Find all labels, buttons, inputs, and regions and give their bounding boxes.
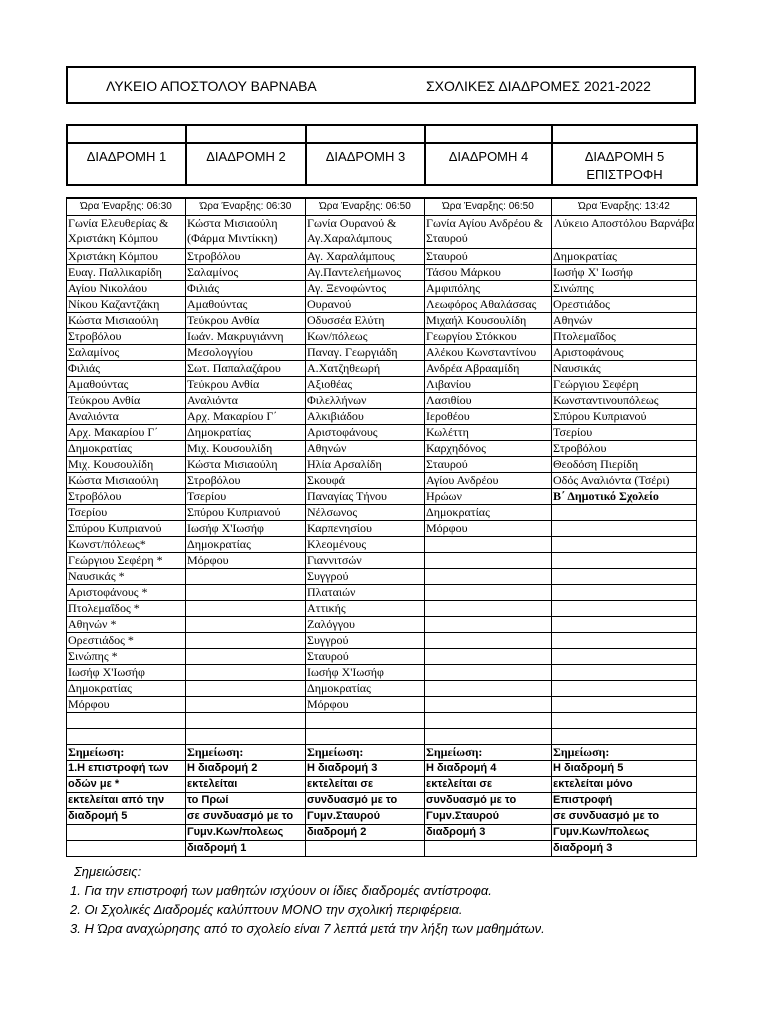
stop-row	[67, 617, 697, 633]
stop-row	[67, 457, 697, 473]
note-header: Σημείωση:	[425, 745, 552, 761]
stop-cell: Σαλαμίνος	[186, 265, 306, 281]
stop-cell	[186, 697, 306, 713]
stop-cell: Ευαγ. Παλλικαρίδη	[67, 265, 186, 281]
stop-cell	[186, 729, 306, 745]
note-cell: Η διαδρομή 5	[552, 761, 697, 777]
stop-cell: Αγ. Ξενοφώντος	[306, 281, 425, 297]
stop-cell: Σταυρού	[425, 249, 552, 265]
stop-cell	[425, 681, 552, 697]
stop-row	[67, 313, 697, 329]
stop-cell: Δημοκρατίας	[67, 441, 186, 457]
note-cell: συνδυασμό με το	[425, 793, 552, 809]
stop-cell	[425, 553, 552, 569]
stop-row	[67, 649, 697, 665]
stop-row	[67, 441, 697, 457]
note-cell: Γυμν.Σταυρού	[306, 809, 425, 825]
stop-cell: Φιλιάς	[186, 281, 306, 297]
stop-cell	[186, 617, 306, 633]
stop-cell: Ιεροθέου	[425, 409, 552, 425]
stop-cell: Β΄ Δημοτικό Σχολείο	[552, 489, 697, 505]
notes-title: Σημειώσεις:	[74, 864, 142, 879]
note-cell: εκτελείται από την	[67, 793, 186, 809]
stop-cell	[552, 697, 697, 713]
stop-cell	[425, 649, 552, 665]
note-cell: Γυμν.Κων/πολεως	[552, 825, 697, 841]
stop-cell: Αρχ. Μακαρίου Γ΄	[186, 409, 306, 425]
stop-cell	[67, 713, 186, 729]
stop-cell	[552, 601, 697, 617]
stop-row	[67, 409, 697, 425]
stop-cell: Αθηνών	[552, 313, 697, 329]
stop-cell: Πλαταιών	[306, 585, 425, 601]
stop-cell	[186, 649, 306, 665]
stop-cell: Γιαννιτσών	[306, 553, 425, 569]
note-item: 3. Η Ώρα αναχώρησης από το σχολείο είναι 7 λεπτά μετά την λήξη των μαθημάτων.	[70, 921, 545, 936]
note-cell: σε συνδυασμό με το	[186, 809, 306, 825]
start-time-row	[67, 198, 697, 216]
note-row	[67, 761, 697, 777]
stop-cell: Αξιοθέας	[306, 377, 425, 393]
note-row	[67, 793, 697, 809]
note-cell: Γυμν.Σταυρού	[425, 809, 552, 825]
stop-cell: Κώστα Μισιαούλη	[67, 473, 186, 489]
stop-cell	[552, 585, 697, 601]
stop-cell	[425, 569, 552, 585]
stop-cell	[425, 665, 552, 681]
stop-cell: Αθηνών *	[67, 617, 186, 633]
note-cell: Η διαδρομή 2	[186, 761, 306, 777]
stop-row	[67, 425, 697, 441]
stop-cell: Μόρφου	[67, 697, 186, 713]
stop-row	[67, 249, 697, 265]
stop-cell	[552, 633, 697, 649]
stop-cell: Καρπενησίου	[306, 521, 425, 537]
start-time: Ώρα Έναρξης: 06:30	[186, 198, 306, 216]
note-cell: εκτελείται μόνο	[552, 777, 697, 793]
stop-cell: Αναλιόντα	[186, 393, 306, 409]
stop-cell	[552, 537, 697, 553]
route-label-row	[67, 143, 697, 185]
notes-section	[70, 862, 545, 938]
stop-cell	[306, 729, 425, 745]
first-stop: Λύκειο Αποστόλου Βαρνάβα	[552, 216, 697, 249]
first-stop: Γωνία Ελευθερίας & Χριστάκη Κόμπου	[67, 216, 186, 249]
stop-cell: Δημοκρατίας	[186, 425, 306, 441]
stop-cell: Κλεομένους	[306, 537, 425, 553]
stop-cell: Λιβανίου	[425, 377, 552, 393]
stop-cell: Μόρφου	[425, 521, 552, 537]
stop-cell	[552, 569, 697, 585]
stop-row	[67, 665, 697, 681]
stop-cell: Στροβόλου	[552, 441, 697, 457]
stop-cell: Συγγρού	[306, 633, 425, 649]
note-header: Σημείωση:	[67, 745, 186, 761]
stop-row	[67, 681, 697, 697]
note-cell: συνδυασμό με το	[306, 793, 425, 809]
start-time: Ώρα Έναρξης: 06:50	[306, 198, 425, 216]
stop-cell: Τσερίου	[186, 489, 306, 505]
route-5-sublabel: ΕΠΙΣΤΡΟΦΗ	[586, 167, 663, 182]
stop-cell: Α.Χατζηθεωρή	[306, 361, 425, 377]
note-cell: διαδρομή 3	[425, 825, 552, 841]
stop-cell: Χριστάκη Κόμπου	[67, 249, 186, 265]
stop-cell: Αρχ. Μακαρίου Γ΄	[67, 425, 186, 441]
stop-cell: Κωνστ/πόλεως*	[67, 537, 186, 553]
stop-row	[67, 345, 697, 361]
first-stop-row	[67, 216, 697, 249]
route-label: ΔΙΑΔΡΟΜΗ 1	[67, 143, 186, 185]
stop-cell: Τεύκρου Ανθία	[67, 393, 186, 409]
stop-cell: Αγίου Ανδρέου	[425, 473, 552, 489]
note-header-row	[67, 745, 697, 761]
stop-cell	[186, 665, 306, 681]
stop-cell: Αριστοφάνους *	[67, 585, 186, 601]
stop-cell: Αριστοφάνους	[552, 345, 697, 361]
stop-cell	[67, 729, 186, 745]
stop-cell: Φιλιάς	[67, 361, 186, 377]
stop-cell: Ζαλόγγου	[306, 617, 425, 633]
stop-cell	[425, 585, 552, 601]
title-box	[66, 66, 696, 104]
first-stop: Γωνία Αγίου Ανδρέου & Σταυρού	[425, 216, 552, 249]
note-cell: εκτελείται σε	[306, 777, 425, 793]
stop-cell: Συγγρού	[306, 569, 425, 585]
route-label: ΔΙΑΔΡΟΜΗ 4	[425, 143, 552, 185]
note-item: 1. Για την επιστροφή των μαθητών ισχύουν οι ίδιες διαδρομές αντίστροφα.	[70, 883, 492, 898]
stop-cell: Τάσου Μάρκου	[425, 265, 552, 281]
stop-cell: Αγίου Νικολάου	[67, 281, 186, 297]
stop-cell: Αγ.Παντελεήμωνος	[306, 265, 425, 281]
stop-cell: Πτολεμαΐδος *	[67, 601, 186, 617]
stop-cell: Ιωάν. Μακρυγιάννη	[186, 329, 306, 345]
stop-row	[67, 473, 697, 489]
note-row	[67, 841, 697, 857]
note-cell: εκτελείται σε	[425, 777, 552, 793]
note-cell: διαδρομή 1	[186, 841, 306, 857]
note-cell: διαδρομή 2	[306, 825, 425, 841]
stop-cell: Τεύκρου Ανθία	[186, 313, 306, 329]
stop-cell: Σαλαμίνος	[67, 345, 186, 361]
note-row	[67, 777, 697, 793]
note-header: Σημείωση:	[186, 745, 306, 761]
stop-cell	[552, 505, 697, 521]
stop-cell: Ανδρέα Αβρααμίδη	[425, 361, 552, 377]
stop-row	[67, 521, 697, 537]
stop-cell: Γεωργίου Στόκκου	[425, 329, 552, 345]
stop-cell: Ουρανού	[306, 297, 425, 313]
stop-cell	[552, 521, 697, 537]
stop-cell	[425, 713, 552, 729]
stop-cell: Αλέκου Κωνσταντίνου	[425, 345, 552, 361]
stop-cell: Ιωσήφ Χ'Ιωσήφ	[306, 665, 425, 681]
stop-cell: Μεσολογγίου	[186, 345, 306, 361]
note-cell	[425, 841, 552, 857]
stop-cell: Νίκου Καζαντζάκη	[67, 297, 186, 313]
stop-cell	[186, 633, 306, 649]
route-label: ΔΙΑΔΡΟΜΗ 2	[186, 143, 306, 185]
stop-row	[67, 329, 697, 345]
start-time: Ώρα Έναρξης: 13:42	[552, 198, 697, 216]
stop-cell: Νέλσωνος	[306, 505, 425, 521]
stop-cell: Κωνσταντινουπόλεως	[552, 393, 697, 409]
stop-cell: Γεώργιου Σεφέρη	[552, 377, 697, 393]
stop-cell: Αναλιόντα	[67, 409, 186, 425]
stop-row	[67, 265, 697, 281]
stop-cell: Ναυσικάς	[552, 361, 697, 377]
stop-cell: Αττικής	[306, 601, 425, 617]
stop-cell: Φιλελλήνων	[306, 393, 425, 409]
stop-cell: Σταυρού	[425, 457, 552, 473]
note-row	[67, 825, 697, 841]
stop-row	[67, 569, 697, 585]
stop-cell: Στροβόλου	[67, 329, 186, 345]
stop-cell: Ηρώων	[425, 489, 552, 505]
note-cell: διαδρομή 3	[552, 841, 697, 857]
stop-cell: Ιωσήφ Χ' Ιωσήφ	[552, 265, 697, 281]
note-cell: το Πρωί	[186, 793, 306, 809]
stop-cell: Μόρφου	[306, 697, 425, 713]
routes-table	[66, 197, 697, 857]
document-title: ΣΧΟΛΙΚΕΣ ΔΙΑΔΡΟΜΕΣ 2021-2022	[426, 78, 651, 94]
stop-cell: Οδός Αναλιόντα (Τσέρι)	[552, 473, 697, 489]
stop-cell: Τεύκρου Ανθία	[186, 377, 306, 393]
note-cell: Επιστροφή	[552, 793, 697, 809]
stop-cell: Ορεστιάδος *	[67, 633, 186, 649]
stop-cell: Αριστοφάνους	[306, 425, 425, 441]
note-cell: Η διαδρομή 3	[306, 761, 425, 777]
header-spacer-row	[67, 125, 697, 143]
stop-cell	[425, 697, 552, 713]
stop-cell	[425, 537, 552, 553]
start-time: Ώρα Έναρξης: 06:30	[67, 198, 186, 216]
stop-cell: Σινώπης *	[67, 649, 186, 665]
note-item: 2. Οι Σχολικές Διαδρομές καλύπτουν ΜΟΝΟ την σχολική περιφέρεια.	[70, 902, 463, 917]
stop-cell: Λασιθίου	[425, 393, 552, 409]
stop-cell: Σκουφά	[306, 473, 425, 489]
stop-cell: Παναγίας Τήνου	[306, 489, 425, 505]
note-header: Σημείωση:	[306, 745, 425, 761]
stop-cell	[552, 649, 697, 665]
stop-cell: Ιωσήφ Χ'Ιωσήφ	[67, 665, 186, 681]
stop-cell: Ορεστιάδος	[552, 297, 697, 313]
stop-cell: Κώστα Μισιαούλη	[186, 457, 306, 473]
stop-cell	[552, 729, 697, 745]
route-header-table	[66, 124, 698, 186]
start-time: Ώρα Έναρξης: 06:50	[425, 198, 552, 216]
stop-cell: Αμαθούντας	[67, 377, 186, 393]
stop-cell	[552, 553, 697, 569]
stop-cell	[186, 601, 306, 617]
note-cell	[67, 841, 186, 857]
stop-cell	[186, 681, 306, 697]
stop-cell	[306, 713, 425, 729]
stop-cell: Καρχηδόνος	[425, 441, 552, 457]
first-stop: Γωνία Ουρανού & Αγ.Χαραλάμπους	[306, 216, 425, 249]
stop-row	[67, 633, 697, 649]
stop-row	[67, 553, 697, 569]
stop-cell	[425, 729, 552, 745]
stop-cell: Μόρφου	[186, 553, 306, 569]
stop-cell: Παναγ. Γεωργιάδη	[306, 345, 425, 361]
stop-row	[67, 281, 697, 297]
stop-cell: Λεωφόρος Αθαλάσσας	[425, 297, 552, 313]
first-stop: Κώστα Μισιαούλη (Φάρμα Μιντίκκη)	[186, 216, 306, 249]
stop-cell: Αλκιβιάδου	[306, 409, 425, 425]
note-cell	[67, 825, 186, 841]
stop-cell	[552, 681, 697, 697]
note-cell: Γυμν.Κων/πολεως	[186, 825, 306, 841]
note-cell: 1.Η επιστροφή των	[67, 761, 186, 777]
stop-cell: Σταυρού	[306, 649, 425, 665]
stop-row	[67, 489, 697, 505]
stop-cell: Σπύρου Κυπριανού	[186, 505, 306, 521]
stop-cell: Στροβόλου	[67, 489, 186, 505]
stop-cell: Δημοκρατίας	[552, 249, 697, 265]
stop-cell: Κώστα Μισιαούλη	[67, 313, 186, 329]
stop-cell: Δημοκρατίας	[67, 681, 186, 697]
stop-cell: Κων/πόλεως	[306, 329, 425, 345]
route-label	[552, 143, 697, 185]
stop-row	[67, 713, 697, 729]
note-cell	[306, 841, 425, 857]
stop-cell: Σπύρου Κυπριανού	[67, 521, 186, 537]
stop-cell: Ναυσικάς *	[67, 569, 186, 585]
stop-cell: Σπύρου Κυπριανού	[552, 409, 697, 425]
stop-cell	[186, 569, 306, 585]
stop-cell	[425, 633, 552, 649]
stop-cell: Αμαθούντας	[186, 297, 306, 313]
note-cell: Η διαδρομή 4	[425, 761, 552, 777]
stop-row	[67, 377, 697, 393]
note-cell: σε συνδυασμό με το	[552, 809, 697, 825]
stop-row	[67, 297, 697, 313]
stop-cell: Τσερίου	[67, 505, 186, 521]
stop-cell	[425, 617, 552, 633]
stop-cell: Αμφιπόλης	[425, 281, 552, 297]
stop-cell: Σωτ. Παπαλαζάρου	[186, 361, 306, 377]
stop-cell	[186, 713, 306, 729]
stop-cell: Τσερίου	[552, 425, 697, 441]
school-name: ΛΥΚΕΙΟ ΑΠΟΣΤΟΛΟΥ ΒΑΡΝΑΒΑ	[106, 78, 317, 94]
stop-row	[67, 697, 697, 713]
stop-cell: Αθηνών	[306, 441, 425, 457]
stop-row	[67, 729, 697, 745]
stop-row	[67, 505, 697, 521]
stop-row	[67, 361, 697, 377]
stop-cell: Μιχ. Κουσουλίδη	[186, 441, 306, 457]
stop-cell	[425, 601, 552, 617]
stop-cell: Οδυσσέα Ελύτη	[306, 313, 425, 329]
stop-cell: Στροβόλου	[186, 473, 306, 489]
stop-cell: Δημοκρατίας	[186, 537, 306, 553]
stop-cell: Δημοκρατίας	[425, 505, 552, 521]
stop-cell: Κωλέττη	[425, 425, 552, 441]
note-row	[67, 809, 697, 825]
stop-cell: Θεοδόση Πιερίδη	[552, 457, 697, 473]
stop-row	[67, 585, 697, 601]
stop-cell: Ιωσήφ Χ'Ιωσήφ	[186, 521, 306, 537]
stop-cell	[552, 617, 697, 633]
route-label: ΔΙΑΔΡΟΜΗ 3	[306, 143, 425, 185]
stop-cell: Γεώργιου Σεφέρη *	[67, 553, 186, 569]
note-cell: διαδρομή 5	[67, 809, 186, 825]
stop-cell: Αγ. Χαραλάμπους	[306, 249, 425, 265]
stop-cell: Δημοκρατίας	[306, 681, 425, 697]
stop-cell: Πτολεμαΐδος	[552, 329, 697, 345]
stop-cell: Μιχ. Κουσουλίδη	[67, 457, 186, 473]
note-cell: οδών με *	[67, 777, 186, 793]
note-cell: εκτελείται	[186, 777, 306, 793]
stop-row	[67, 393, 697, 409]
stop-cell	[552, 713, 697, 729]
stop-row	[67, 537, 697, 553]
stop-cell: Ηλία Αρσαλίδη	[306, 457, 425, 473]
stop-row	[67, 601, 697, 617]
stop-cell: Μιχαήλ Κουσουλίδη	[425, 313, 552, 329]
stop-cell	[186, 585, 306, 601]
note-header: Σημείωση:	[552, 745, 697, 761]
stop-cell: Σινώπης	[552, 281, 697, 297]
stop-cell: Στροβόλου	[186, 249, 306, 265]
stop-cell	[552, 665, 697, 681]
route-5-label: ΔΙΑΔΡΟΜΗ 5	[584, 149, 665, 164]
